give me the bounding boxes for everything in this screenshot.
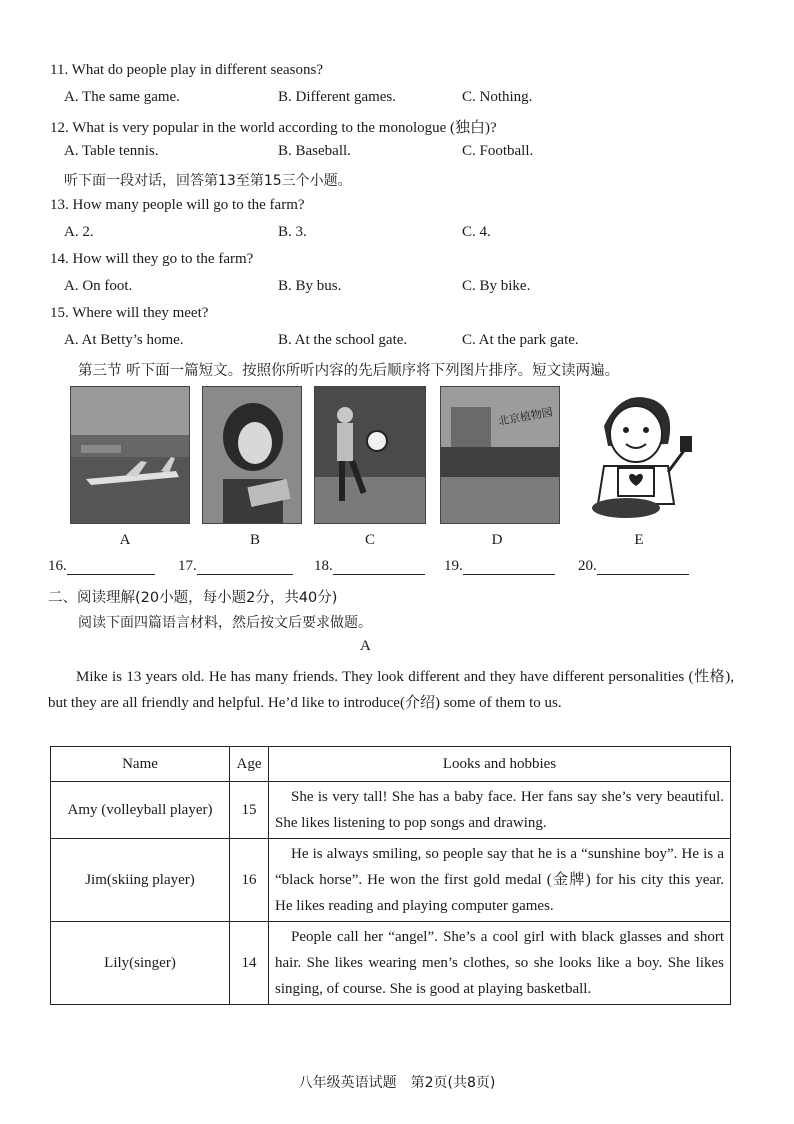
q12-option-b: B. Baseball.	[278, 143, 351, 159]
row-age: 16	[230, 839, 269, 922]
blank-20-number: 20.	[578, 558, 597, 574]
question-15: 15. Where will they meet?	[50, 305, 209, 321]
picture-d-gate	[440, 386, 560, 524]
table-row	[51, 922, 731, 1005]
header-name: Name	[51, 747, 230, 782]
table-row	[51, 782, 731, 839]
row-name: Jim(skiing player)	[51, 839, 230, 922]
row-age: 15	[230, 782, 269, 839]
row-description: People call her “angel”. She’s a cool girl with black glasses and short hair. She likes wearing men’s clothes, so she looks like a boy. She likes singing, of course. She is good at playing basketball.	[269, 922, 731, 1005]
section-3-instruction: 第三节 听下面一篇短文。按照你所听内容的先后顺序将下列图片排序。短文读两遍。	[78, 363, 620, 379]
header-age: Age	[230, 747, 269, 782]
picture-label-a: A	[119, 532, 131, 548]
blank-16-number: 16.	[48, 558, 67, 574]
answer-blank-16[interactable]	[48, 558, 155, 575]
q12-option-c: C. Football.	[462, 143, 534, 159]
question-14: 14. How will they go to the farm?	[50, 251, 254, 267]
row-description: She is very tall! She has a baby face. Her fans say she’s very beautiful. She likes listening to pop songs and drawing.	[269, 782, 731, 839]
picture-label-c: C	[364, 532, 375, 548]
q15-option-c: C. At the park gate.	[462, 332, 579, 348]
q11-option-a: A. The same game.	[64, 89, 180, 105]
reading-heading: 二、阅读理解(20小题，每小题2分，共40分)	[48, 590, 338, 606]
row-name: Lily(singer)	[51, 922, 230, 1005]
blank-17-number: 17.	[178, 558, 197, 574]
q13-option-b: B. 3.	[278, 224, 307, 240]
picture-label-e: E	[634, 532, 644, 548]
dialog-instruction: 听下面一段对话，回答第13至第15三个小题。	[64, 173, 352, 189]
table-row	[51, 839, 731, 922]
picture-c-boy-football	[314, 386, 426, 524]
picture-b-girl-reading	[202, 386, 302, 524]
page-footer: 八年级英语试题 第2页(共8页)	[298, 1075, 496, 1091]
q14-option-c: C. By bike.	[462, 278, 531, 294]
answer-blank-20[interactable]	[578, 558, 689, 575]
reading-instruction: 阅读下面四篇语言材料，然后按文后要求做题。	[78, 615, 372, 631]
q14-option-b: B. By bus.	[278, 278, 342, 294]
q15-option-a: A. At Betty’s home.	[64, 332, 184, 348]
header-looks-hobbies: Looks and hobbies	[269, 747, 731, 782]
question-11: 11. What do people play in different seasons?	[50, 62, 323, 78]
picture-a-airport	[70, 386, 190, 524]
picture-label-d: D	[491, 532, 503, 548]
question-12: 12. What is very popular in the world according to the monologue (独白)?	[50, 120, 497, 136]
answer-blank-17[interactable]	[178, 558, 293, 575]
friends-table	[50, 746, 731, 1005]
answer-blank-19[interactable]	[444, 558, 555, 575]
blank-19-number: 19.	[444, 558, 463, 574]
q15-option-b: B. At the school gate.	[278, 332, 408, 348]
blank-18-number: 18.	[314, 558, 333, 574]
table-header-row	[51, 747, 731, 782]
passage-intro: Mike is 13 years old. He has many friends. They look different and they have different personalities (性格), but they are all friendly and helpful. He’d like to introduce(介绍) some of them to us.	[48, 669, 734, 711]
row-age: 14	[230, 922, 269, 1005]
picture-e-cooking-cartoon	[574, 386, 698, 522]
picture-label-b: B	[249, 532, 260, 548]
gate-sign-text: 北京植物园	[497, 405, 554, 428]
passage-label: A	[360, 638, 371, 654]
q13-option-a: A. 2.	[64, 224, 94, 240]
q12-option-a: A. Table tennis.	[64, 143, 159, 159]
row-name: Amy (volleyball player)	[51, 782, 230, 839]
answer-blank-18[interactable]	[314, 558, 425, 575]
question-13: 13. How many people will go to the farm?	[50, 197, 305, 213]
q14-option-a: A. On foot.	[64, 278, 133, 294]
q11-option-c: C. Nothing.	[462, 89, 533, 105]
q11-option-b: B. Different games.	[278, 89, 397, 105]
q13-option-c: C. 4.	[462, 224, 491, 240]
row-description: He is always smiling, so people say that he is a “sunshine boy”. He is a “black horse”. He won the first gold medal (金牌) for his city this year. He likes reading and playing computer games.	[269, 839, 731, 922]
